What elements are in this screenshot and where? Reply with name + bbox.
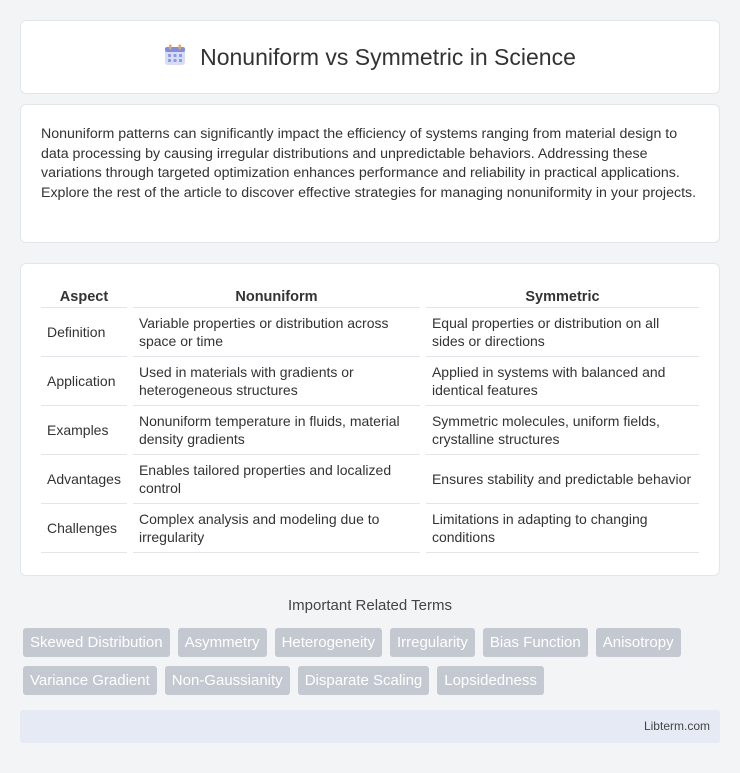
related-term-tag[interactable]: Asymmetry	[178, 628, 267, 657]
related-term-tag[interactable]: Irregularity	[390, 628, 475, 657]
comparison-table	[35, 284, 705, 553]
related-terms-list	[23, 628, 723, 695]
intro-text: Nonuniform patterns can significantly impact the efficiency of systems ranging from material design to data processing by causing irregular distributions and unpredictable behaviors. Addressing these variations through targeted optimization enhances performance and reliability in practical applications. Explore the rest of the article to discover effective strategies for managing nonuniformity in your projects.	[41, 126, 697, 201]
related-term-tag[interactable]: Non-Gaussianity	[165, 666, 290, 695]
row-nonuniform: Used in materials with gradients or heterogeneous structures	[133, 357, 420, 406]
related-term-tag[interactable]: Anisotropy	[596, 628, 681, 657]
header-nonuniform: Nonuniform	[133, 284, 420, 308]
row-aspect: Examples	[41, 406, 127, 455]
table-row	[41, 308, 699, 357]
table-row	[41, 504, 699, 553]
comparison-card	[20, 263, 720, 576]
related-term-tag[interactable]: Lopsidedness	[437, 666, 544, 695]
header-aspect: Aspect	[41, 284, 127, 308]
table-row	[41, 455, 699, 504]
row-symmetric: Applied in systems with balanced and identical features	[426, 357, 699, 406]
table-row	[41, 357, 699, 406]
footer	[20, 710, 720, 743]
table-header-row	[41, 284, 699, 308]
row-aspect: Definition	[41, 308, 127, 357]
row-aspect: Challenges	[41, 504, 127, 553]
related-term-tag[interactable]: Bias Function	[483, 628, 588, 657]
page-title: Nonuniform vs Symmetric in Science	[200, 43, 576, 70]
footer-site-link[interactable]: Libterm.com	[643, 719, 710, 733]
table-row	[41, 406, 699, 455]
related-term-tag[interactable]: Skewed Distribution	[23, 628, 170, 657]
row-nonuniform: Variable properties or distribution across space or time	[133, 308, 420, 357]
related-term-tag[interactable]: Variance Gradient	[23, 666, 157, 695]
row-nonuniform: Enables tailored properties and localized control	[133, 455, 420, 504]
row-nonuniform: Complex analysis and modeling due to irregularity	[133, 504, 420, 553]
header-card	[20, 20, 720, 94]
row-symmetric: Ensures stability and predictable behavior	[426, 455, 699, 504]
row-symmetric: Symmetric molecules, uniform fields, crystalline structures	[426, 406, 699, 455]
intro-card	[20, 104, 720, 243]
related-term-tag[interactable]: Heterogeneity	[275, 628, 382, 657]
related-term-tag[interactable]: Disparate Scaling	[298, 666, 430, 695]
row-nonuniform: Nonuniform temperature in fluids, material density gradients	[133, 406, 420, 455]
header-symmetric: Symmetric	[426, 284, 699, 308]
row-symmetric: Limitations in adapting to changing conditions	[426, 504, 699, 553]
row-aspect: Application	[41, 357, 127, 406]
row-aspect: Advantages	[41, 455, 127, 504]
calendar-icon	[164, 44, 186, 71]
related-terms-title: Important Related Terms	[288, 597, 452, 614]
row-symmetric: Equal properties or distribution on all sides or directions	[426, 308, 699, 357]
